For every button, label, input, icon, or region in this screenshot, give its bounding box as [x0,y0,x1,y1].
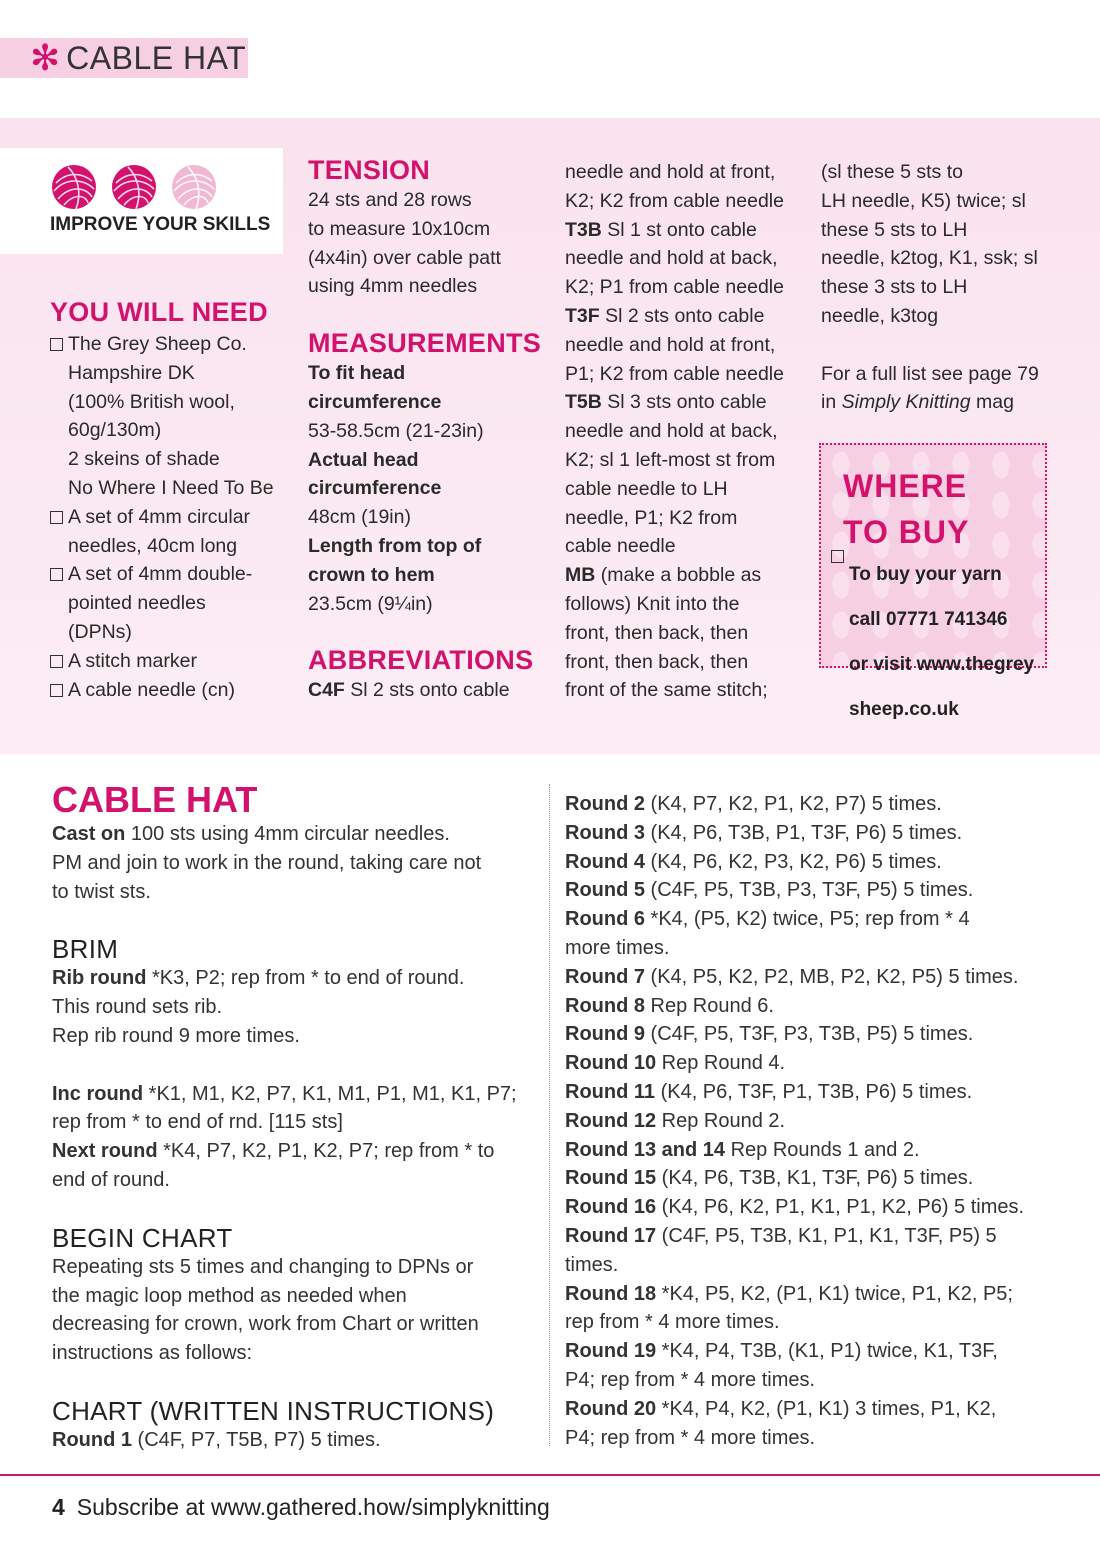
instruction-line: This round sets rib. [52,996,223,1019]
abbreviation-line: needle and hold at back, [565,420,778,443]
materials-item-line: No Where I Need To Be [68,476,274,499]
round-line: P4; rep from * 4 more times. [565,1426,816,1449]
instruction-line: Rib round *K3, P2; rep from * to end of round. [52,967,465,990]
round-line: Round 20 *K4, P4, K2, (P1, K1) 3 times, P1, K2, [565,1397,997,1420]
abbreviation-line: these 5 sts to LH [821,218,968,241]
measurement-label: Actual head [308,448,419,471]
round-line: Round 19 *K4, P4, T3B, (K1, P1) twice, K1, T3F, [565,1340,998,1363]
instruction-line: PM and join to work in the round, taking care not [52,851,482,874]
abbreviation-line: T3B Sl 1 st onto cable [565,218,757,241]
tension-line: (4x4in) over cable patt [308,246,501,269]
round-line: Round 2 (K4, P7, K2, P1, K2, P7) 5 times. [565,793,942,815]
you-will-need-section [50,296,285,704]
instruction-line: instructions as follows: [52,1342,253,1365]
where-to-buy-box [819,443,1047,720]
begin-chart-heading: BEGIN CHART [52,1222,233,1253]
full-list-note: For a full list see page 79 [821,362,1039,385]
measurement-label: crown to hem [308,563,435,586]
materials-item [50,330,285,503]
abbreviation-line: (sl these 5 sts to [821,161,963,183]
instruction-line: Repeating sts 5 times and changing to DPNs or [52,1255,474,1278]
abbreviation-line: T3F Sl 2 sts onto cable [565,304,765,327]
materials-item-line: 2 skeins of shade [68,448,220,471]
round-line: times. [565,1253,619,1276]
abbreviation-line: needle and hold at front, [565,333,776,356]
abbreviation-line: front, then back, then [565,650,749,673]
abbreviation-line: needle, P1; K2 from [565,506,738,529]
abbreviation-line: P1; K2 from cable needle [565,362,784,385]
round-line: Round 18 *K4, P5, K2, (P1, K1) twice, P1, K2, P5; [565,1282,1013,1305]
round-line: Round 9 (C4F, P5, T3F, P3, T3B, P5) 5 times. [565,1023,974,1046]
round-line: Round 16 (K4, P6, K2, P1, K1, P1, K2, P6) 5 times. [565,1196,1025,1219]
tension-measurements-column [308,154,548,705]
abbreviation-line: K2; sl 1 left-most st from [565,448,776,471]
skills-rating-box [0,148,283,254]
abbreviation-line: C4F Sl 2 sts onto cable [308,679,510,702]
footer-rule [0,1474,1100,1476]
measurement-label: circumference [308,390,442,413]
abbreviation-line: needle, k3tog [821,304,939,327]
round-line: Round 3 (K4, P6, T3B, P1, T3F, P6) 5 times. [565,821,963,844]
abbreviation-line: cable needle to LH [565,477,728,500]
materials-item [50,560,285,646]
instruction-line: Cast on 100 sts using 4mm circular needles. [52,823,450,845]
round-line: Round 7 (K4, P5, K2, P2, MB, P2, K2, P5) 5 times. [565,965,1019,988]
pattern-left-column [52,780,542,1455]
abbreviation-line: LH needle, K5) twice; sl [821,189,1026,212]
round-line: Round 4 (K4, P6, K2, P3, K2, P6) 5 times. [565,850,942,873]
round-line: Round 6 *K4, (P5, K2) twice, P5; rep from * 4 [565,908,970,931]
where-to-buy-line: call 07771 741346 [849,609,1008,630]
instruction-line: the magic loop method as needed when [52,1284,407,1307]
materials-item [50,676,285,705]
instruction-line: decreasing for crown, work from Chart or written [52,1313,479,1336]
checkbox-icon [50,684,63,697]
flower-star-icon: ✻ [30,37,61,78]
section-title: CABLE HAT [66,39,247,76]
where-to-buy-line: To buy your yarn [849,564,1002,585]
where-to-buy-heading: WHERE TO BUY [843,468,970,550]
where-to-buy-line: sheep.co.uk [849,699,959,720]
you-will-need-heading: YOU WILL NEED [50,297,268,327]
tension-line: to measure 10x10cm [308,217,491,240]
column-divider [549,784,550,1446]
subscribe-text: Subscribe at www.gathered.how/simplyknitting [76,1494,550,1520]
round-line: Round 1 (C4F, P7, T5B, P7) 5 times. [52,1428,381,1451]
written-instructions-heading: CHART (WRITTEN INSTRUCTIONS) [52,1395,495,1426]
abbreviation-line: front of the same stitch; [565,679,768,702]
measurement-value: 53-58.5cm (21-23in) [308,419,484,442]
measurement-label: circumference [308,477,442,500]
measurement-label: To fit head [308,362,406,385]
materials-item-line: needles, 40cm long [68,534,238,557]
round-line: rep from * 4 more times. [565,1311,780,1334]
round-line: Round 10 Rep Round 4. [565,1052,786,1075]
abbreviation-line: these 3 sts to LH [821,276,968,299]
round-line: more times. [565,936,670,959]
instruction-line: end of round. [52,1168,170,1191]
materials-item-line: The Grey Sheep Co. [68,333,247,355]
round-line: Round 5 (C4F, P5, T3B, P3, T3F, P5) 5 times. [565,879,974,902]
round-line: Round 17 (C4F, P5, T3B, K1, P1, K1, T3F, P5) 5 [565,1224,997,1247]
materials-item-line: Hampshire DK [68,361,195,384]
abbreviation-line: K2; P1 from cable needle [565,276,784,299]
round-line: Round 12 Rep Round 2. [565,1109,786,1132]
abbreviation-line: follows) Knit into the [565,592,740,615]
materials-item [50,647,285,676]
tension-line: 24 sts and 28 rows [308,189,472,211]
abbreviation-line: needle, k2tog, K1, ssk; sl [821,247,1038,270]
measurement-value: 48cm (19in) [308,506,411,529]
pattern-right-column [565,790,1065,1452]
full-list-note-2: in Simply Knitting mag [821,391,1014,414]
where-to-buy-item [831,543,1041,742]
checkbox-icon [50,338,63,351]
page-number: 4 [52,1494,65,1520]
materials-item-line: pointed needles [68,592,206,615]
instruction-line: Next round *K4, P7, K2, P1, K2, P7; rep from * to [52,1140,495,1163]
brim-heading: BRIM [52,934,119,965]
yarn-ball-icon [110,163,158,211]
measurement-value: 23.5cm (9¼in) [308,592,433,615]
abbreviation-line: needle and hold at front, [565,161,776,183]
materials-item-line: A cable needle (cn) [68,678,235,701]
measurements-list [308,359,548,618]
materials-item [50,503,285,561]
pattern-title: CABLE HAT [52,779,258,820]
instruction-line: rep from * to end of rnd. [115 sts] [52,1111,343,1134]
checkbox-icon [50,655,63,668]
materials-item-line: A set of 4mm double- [68,563,253,586]
abbreviations-column [565,158,805,705]
abbreviations-heading: ABBREVIATIONS [308,645,534,676]
materials-item-line: (DPNs) [68,620,132,643]
checkbox-icon [831,550,844,563]
round-line: Round 11 (K4, P6, T3F, P1, T3B, P6) 5 times. [565,1080,973,1103]
instruction-line: Rep rib round 9 more times. [52,1024,300,1047]
section-tag [0,38,248,78]
tension-line: using 4mm needles [308,275,478,298]
round-line: Round 13 and 14 Rep Rounds 1 and 2. [565,1138,920,1161]
yarn-ball-empty-icon [170,163,218,211]
skills-label: IMPROVE YOUR SKILLS [50,214,271,235]
instruction-line: Inc round *K1, M1, K2, P7, K1, M1, P1, M1, K1, P7; [52,1082,517,1105]
materials-list [50,330,285,704]
round-line: Round 8 Rep Round 6. [565,994,774,1017]
footer [52,1494,550,1521]
yarn-ball-icon [50,163,98,211]
abbreviation-line: T5B Sl 3 sts onto cable [565,391,767,414]
tension-text [308,186,548,301]
measurement-label: Length from top of [308,534,482,557]
round-line: Round 15 (K4, P6, T3B, K1, T3F, P6) 5 times. [565,1167,974,1190]
instruction-line: to twist sts. [52,880,151,903]
abbreviation-line: MB (make a bobble as [565,564,762,587]
measurements-heading: MEASUREMENTS [308,328,542,359]
materials-item-line: (100% British wool, [68,390,235,413]
abbreviations-column-end [821,158,1061,417]
abbreviation-line: front, then back, then [565,621,749,644]
materials-item-line: 60g/130m) [68,419,162,442]
abbreviation-line: K2; K2 from cable needle [565,189,784,212]
abbreviation-line: needle and hold at back, [565,247,778,270]
materials-item-line: A stitch marker [68,649,197,672]
checkbox-icon [50,511,63,524]
tension-heading: TENSION [308,155,431,185]
round-line: P4; rep from * 4 more times. [565,1368,816,1391]
materials-item-line: A set of 4mm circular [68,505,251,528]
where-to-buy-line: or visit www.thegrey [849,654,1035,675]
abbreviation-line: cable needle [565,535,676,558]
checkbox-icon [50,568,63,581]
